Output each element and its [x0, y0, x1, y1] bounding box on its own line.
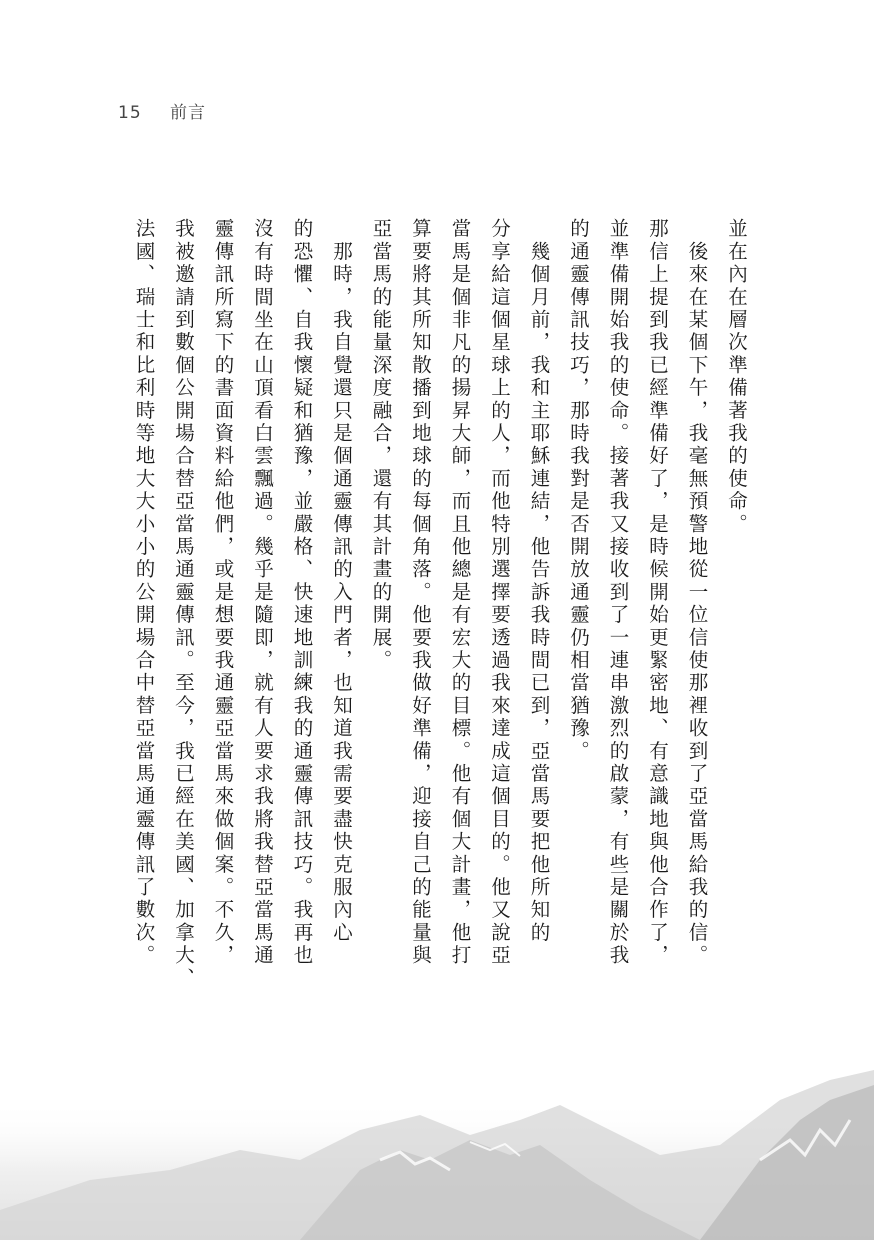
text-column: 幾個月前，我和主耶穌連結，他告訴我時間已到，亞當馬要把他所知的: [527, 218, 551, 945]
text-column: 的恐懼、自我懷疑和猶豫，並嚴格、快速地訓練我的通靈傳訊技巧。我再也: [290, 218, 314, 968]
section-title: 前言: [170, 103, 207, 123]
page-header: [118, 98, 206, 123]
text-column: 當馬是個非凡的揚昇大師，而且他總是有宏大的目標。他有個大計畫，他打: [448, 218, 472, 968]
text-column: 那信上提到我已經準備好了，是時候開始更緊密地、有意識地與他合作了，: [646, 218, 669, 968]
text-column: 我被邀請到數個公開場合替亞當馬通靈傳訊。至今，我已經在美國、加拿大、: [172, 218, 195, 990]
paragraph: [717, 218, 757, 1073]
text-column: 後來在某個下午，我毫無預警地從一位信使那裡收到了亞當馬給我的信。: [685, 218, 709, 968]
mountain-illustration: [0, 1060, 874, 1240]
text-column: 算要將其所知散播到地球的每個角落。他要我做好準備，迎接自己的能量與: [409, 218, 432, 968]
text-column: 法國、瑞士和比利時等地大大小小的公開場合中替亞當馬通靈傳訊了數次。: [132, 218, 156, 968]
paragraph: [361, 218, 559, 1073]
page-number: 15: [118, 103, 142, 123]
text-column: 靈傳訊所寫下的書面資料給他們，或是想要我通靈亞當馬來做個案。不久，: [211, 218, 235, 968]
text-column: 的通靈傳訊技巧，那時我對是否開放通靈仍相當猶豫。: [567, 218, 590, 763]
text-column: 並準備開始我的使命。接著我又接收到了一連串激烈的啟蒙，有些是關於我: [606, 218, 630, 968]
paragraph: [124, 218, 361, 1073]
text-column: 那時，我自覺還只是個通靈傳訊的入門者，也知道我需要盡快克服內心: [330, 218, 353, 945]
text-column: 亞當馬的能量深度融合，還有其計畫的開展。: [369, 218, 393, 672]
vertical-text-body: [116, 218, 756, 1073]
text-column: 沒有時間坐在山頂看白雲飄過。幾乎是隨即，就有人要求我將我替亞當馬通: [251, 218, 274, 968]
text-column: 並在內在層次準備著我的使命。: [725, 218, 748, 536]
text-column: 分享給這個星球上的人，而他特別選擇要透過我來達成這個目的。他又說亞: [488, 218, 511, 968]
paragraph: [559, 218, 717, 1073]
